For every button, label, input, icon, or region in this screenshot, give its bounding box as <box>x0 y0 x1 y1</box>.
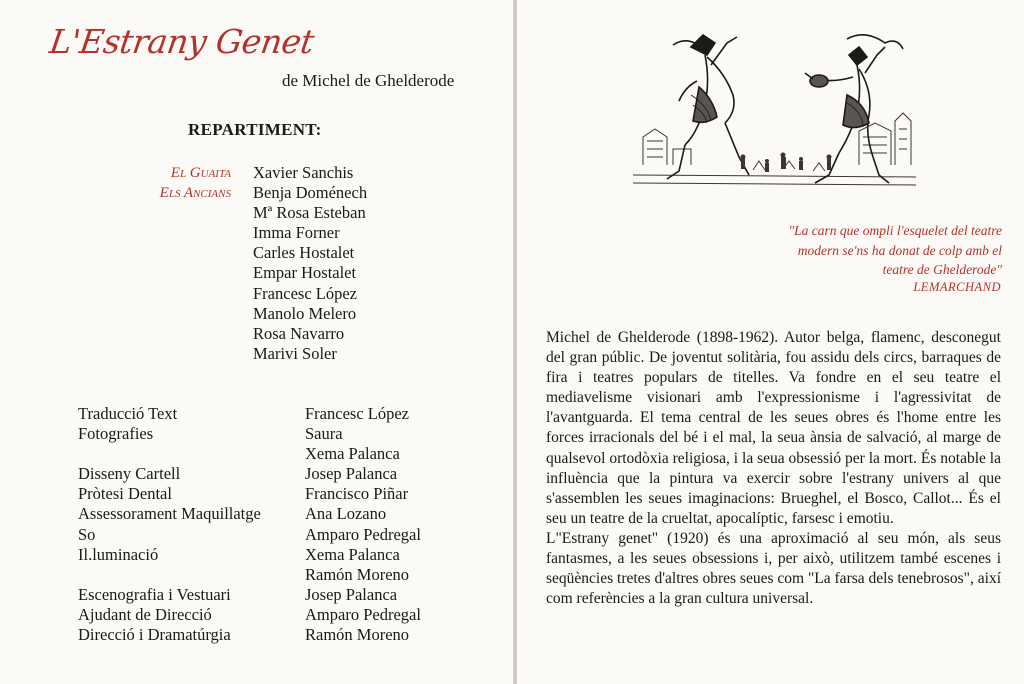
credit-row <box>78 484 421 504</box>
credit-row <box>78 625 421 645</box>
credit-role: So <box>78 524 96 544</box>
credit-row <box>78 504 421 524</box>
credit-role: Il.luminació <box>78 544 159 564</box>
author-line: de Michel de Ghelderode <box>282 71 455 90</box>
credit-row <box>78 565 421 585</box>
cast-member: Carles Hostalet <box>253 243 355 263</box>
role-name: Els Ancians <box>159 185 231 201</box>
cast-member: Xavier Sanchis <box>253 163 354 182</box>
credit-role: Escenografia i Vestuari <box>78 584 231 604</box>
cast-member: Mª Rosa Esteban <box>253 203 366 223</box>
credit-person: Amparo Pedregal <box>305 524 421 544</box>
play-title: L'Estrany Genet <box>47 22 317 61</box>
credit-role <box>78 444 305 464</box>
credit-person: Josep Palanca <box>305 584 398 604</box>
credits-list <box>78 404 421 645</box>
credit-person: Xema Palanca <box>305 444 400 464</box>
credit-row <box>78 585 421 605</box>
dancing-commedia-figures-engraving-icon <box>633 25 916 197</box>
credit-row <box>78 464 421 484</box>
credit-person: Francesc López <box>305 404 409 423</box>
credit-role: Traducció Text <box>78 404 178 423</box>
credit-role <box>78 565 305 585</box>
credit-row <box>78 444 421 464</box>
cast-list <box>253 163 367 364</box>
biography-paragraph: L"Estrany genet" (1920) és una aproximació al seu món, als seus fantasmes, a les seues obsessions i, per això, utilitzem també escenes i seqüències tretes d'altres obres seues com "La farsa dels tenebrosos", així com referències a la gran cultura universal. <box>546 529 1001 608</box>
credit-row <box>78 605 421 625</box>
epigraph-author: LEMARCHAND <box>913 280 1001 294</box>
credit-row <box>78 404 421 424</box>
cast-member: Rosa Navarro <box>253 323 345 343</box>
cast-member: Francesc López <box>253 283 357 303</box>
epigraph-quote: "La carn que ompli l'esquelet del teatre modern se'ns ha donat de colp amb el teatre de Ghelderode" <box>788 223 1002 277</box>
cast-heading: REPARTIMENT: <box>188 120 322 139</box>
cast-member: Manolo Melero <box>253 303 357 323</box>
credit-role: Assessorament Maquillatge <box>78 504 261 524</box>
credit-person: Josep Palanca <box>305 464 398 484</box>
credit-person: Francisco Piñar <box>305 484 409 504</box>
credit-person: Saura <box>305 424 343 444</box>
credit-person: Ana Lozano <box>305 504 387 524</box>
author-biography <box>546 328 1001 609</box>
credit-role: Ajudant de Direcció <box>78 604 212 624</box>
cast-member: Marivi Soler <box>253 343 337 363</box>
cast-member: Empar Hostalet <box>253 263 357 283</box>
cast-member: Benja Doménech <box>253 183 368 203</box>
roles-list <box>120 163 231 203</box>
credit-person: Ramón Moreno <box>305 564 410 584</box>
credit-person: Amparo Pedregal <box>305 604 421 624</box>
credit-row <box>78 525 421 545</box>
credit-role: Fotografies <box>78 424 154 444</box>
credit-person: Ramón Moreno <box>305 625 410 645</box>
credit-person: Xema Palanca <box>305 544 400 564</box>
credit-role: Direcció i Dramatúrgia <box>78 625 231 645</box>
role-name: El Guaita <box>170 165 231 181</box>
credit-row <box>78 424 421 444</box>
credit-role: Disseny Cartell <box>78 464 181 484</box>
credit-row <box>78 545 421 565</box>
credit-role: Pròtesi Dental <box>78 484 172 504</box>
cast-member: Imma Forner <box>253 223 340 243</box>
biography-paragraph: Michel de Ghelderode (1898-1962). Autor belga, flamenc, desconegut del gran públic. De joventut solitària, fou assidu dels circs, barraques de fira i teatres populars de titelles. Va fondre en el seu teatre el mediavelisme visionari amb l'expressionisme i l'agressivitat de l'avantguarda. El tema central de les seues obres és l'home entre les forces irracionals del bé i el mal, la seua ànsia de salvació, al marge de qualsevol ortodòxia religiosa, i la seua obsessió per la mort. És notable la influència que la pintura va exercir sobre l'estrany univers al que s'assemblen les seues imaginacions: Brueghel, el Bosco, Callot... És el seu un teatre de la crueltat, apocalíptic, farsesc i emotiu. <box>546 329 1001 527</box>
